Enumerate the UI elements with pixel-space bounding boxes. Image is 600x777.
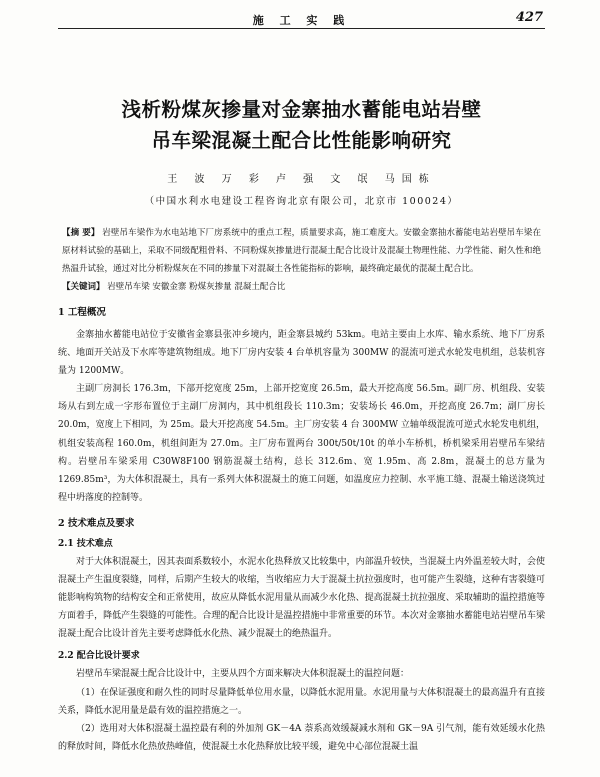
title-line-1: 浅析粉煤灰掺量对金寨抽水蓄能电站岩壁 xyxy=(121,98,482,121)
abstract xyxy=(58,224,545,278)
page xyxy=(58,8,545,756)
paragraph: 岩壁吊车梁混凝土配合比设计中，主要从四个方面来解决大体积混凝土的温控问题： xyxy=(76,669,410,680)
section-2-heading: 2 技术难点及要求 xyxy=(58,517,135,529)
section-name: 施 工 实 践 xyxy=(252,14,351,27)
keywords-text: 岩壁吊车梁 安徽金寨 粉煤灰掺量 混凝土配合比 xyxy=(107,282,286,292)
paper-title xyxy=(58,94,545,156)
running-header xyxy=(58,8,545,29)
paragraph: 主副厂房洞长 176.3m，下部开挖宽度 25m，上部开挖宽度 26.5m，最大开挖高度 56.5m。副厂房、机组段、安装场从右到左成一字形布置位于主副厂房洞内，其中机组段长 110.3m；安装场长 46.0m，开挖高度 26.7m；副厂房长 20.0m，宽度上下相同，为 25m。最大开挖高度 54.5m。主厂房安装 4 台 300MW 立轴单级混流可逆式水轮发电机组，机组安装高程 160.0m，机组间距为 27.0m。主厂房布置两台 300t/50t/10t 的单小车桥机，桥机梁采用岩壁吊车梁结构。岩壁吊车梁采用 C30W8F100 钢筋混凝土结构，总长 312.6m、宽 1.95m、高 2.8m，混凝土的总方量为 1269.85m³，为大体积混凝土，具有一系列大体积混凝土的施工问题，如温度应力控制、水平施工缝、混凝土输送浇筑过程中坍落度的控制等。 xyxy=(58,384,545,503)
authors: 王 波 万 彩 卢 强 文 氓 马国栋 xyxy=(167,174,436,185)
subsection-2-2-heading: 2.2 配合比设计要求 xyxy=(58,651,140,662)
abstract-text: 岩壁吊车梁作为水电站地下厂房系统中的重点工程，质量要求高，施工难度大。安徽金寨抽水蓄能电站岩壁吊车梁在原材料试验的基础上，采取不同级配粗骨料、不同粉煤灰掺量进行混凝土配合比设计及混凝土物理性能、力学性能、耐久性和绝热温升试验，通过对比分析粉煤灰在不同的掺量下对混凝土各性能指标的影响，最终确定最优的混凝土配合比。 xyxy=(62,228,541,274)
paragraph: 对于大体积混凝土，因其表面系数较小，水泥水化热释放又比较集中，内部温升较快，当混凝土内外温差较大时，会使混凝土产生温度裂缝，同样，后期产生较大的收缩，当收缩应力大于混凝土抗拉强度时，也可能产生裂缝，这种有害裂缝可能影响构筑物的结构安全和正常使用，故应从降低水泥用量从而减少水化热、提高混凝土抗拉强度、采取辅助的温控措施等方面着手，降低产生裂缝的可能性。合理的配合比设计是温控措施中非常重要的环节。本次对金寨抽水蓄能电站岩壁吊车梁混凝土配合比设计首先主要考虑降低水化热、减少混凝土的绝热温升。 xyxy=(58,556,545,640)
section-1-heading: 1 工程概况 xyxy=(58,307,106,318)
keywords-label: 【关键词】 xyxy=(62,282,105,292)
keywords xyxy=(58,278,545,296)
paragraph: （2）选用对大体积混凝土温控最有利的外加剂 GK－4A 萘系高效缓凝减水剂和 GK－9A 引气剂，能有效延缓水化热的释放时间，降低水化热放热峰值，使混凝土水化热释放比较平缓，避免中心部位混凝土温 xyxy=(58,723,545,752)
paragraph: 金寨抽水蓄能电站位于安徽省金寨县张冲乡境内，距金寨县城约 53km。电站主要由上水库、输水系统、地下厂房系统、地面开关站及下水库等建筑物组成。地下厂房内安装 4 台单机容量为 300MW 的混流可逆式水轮发电机组，总装机容量为 1200MW。 xyxy=(58,330,545,377)
page-number: 427 xyxy=(515,10,543,25)
subsection-2-1-heading: 2.1 技术难点 xyxy=(58,538,113,549)
affiliation: （中国水利水电建设工程咨询北京有限公司，北京市 100024） xyxy=(144,196,459,207)
title-line-2: 吊车梁混凝土配合比性能影响研究 xyxy=(151,129,452,152)
abstract-label: 【摘 要】 xyxy=(62,228,100,238)
paragraph: （1）在保证强度和耐久性的同时尽量降低单位用水量，以降低水泥用量。水泥用量与大体积混凝土的最高温升有直接关系，降低水泥用量是最有效的温控措施之一。 xyxy=(58,687,545,716)
